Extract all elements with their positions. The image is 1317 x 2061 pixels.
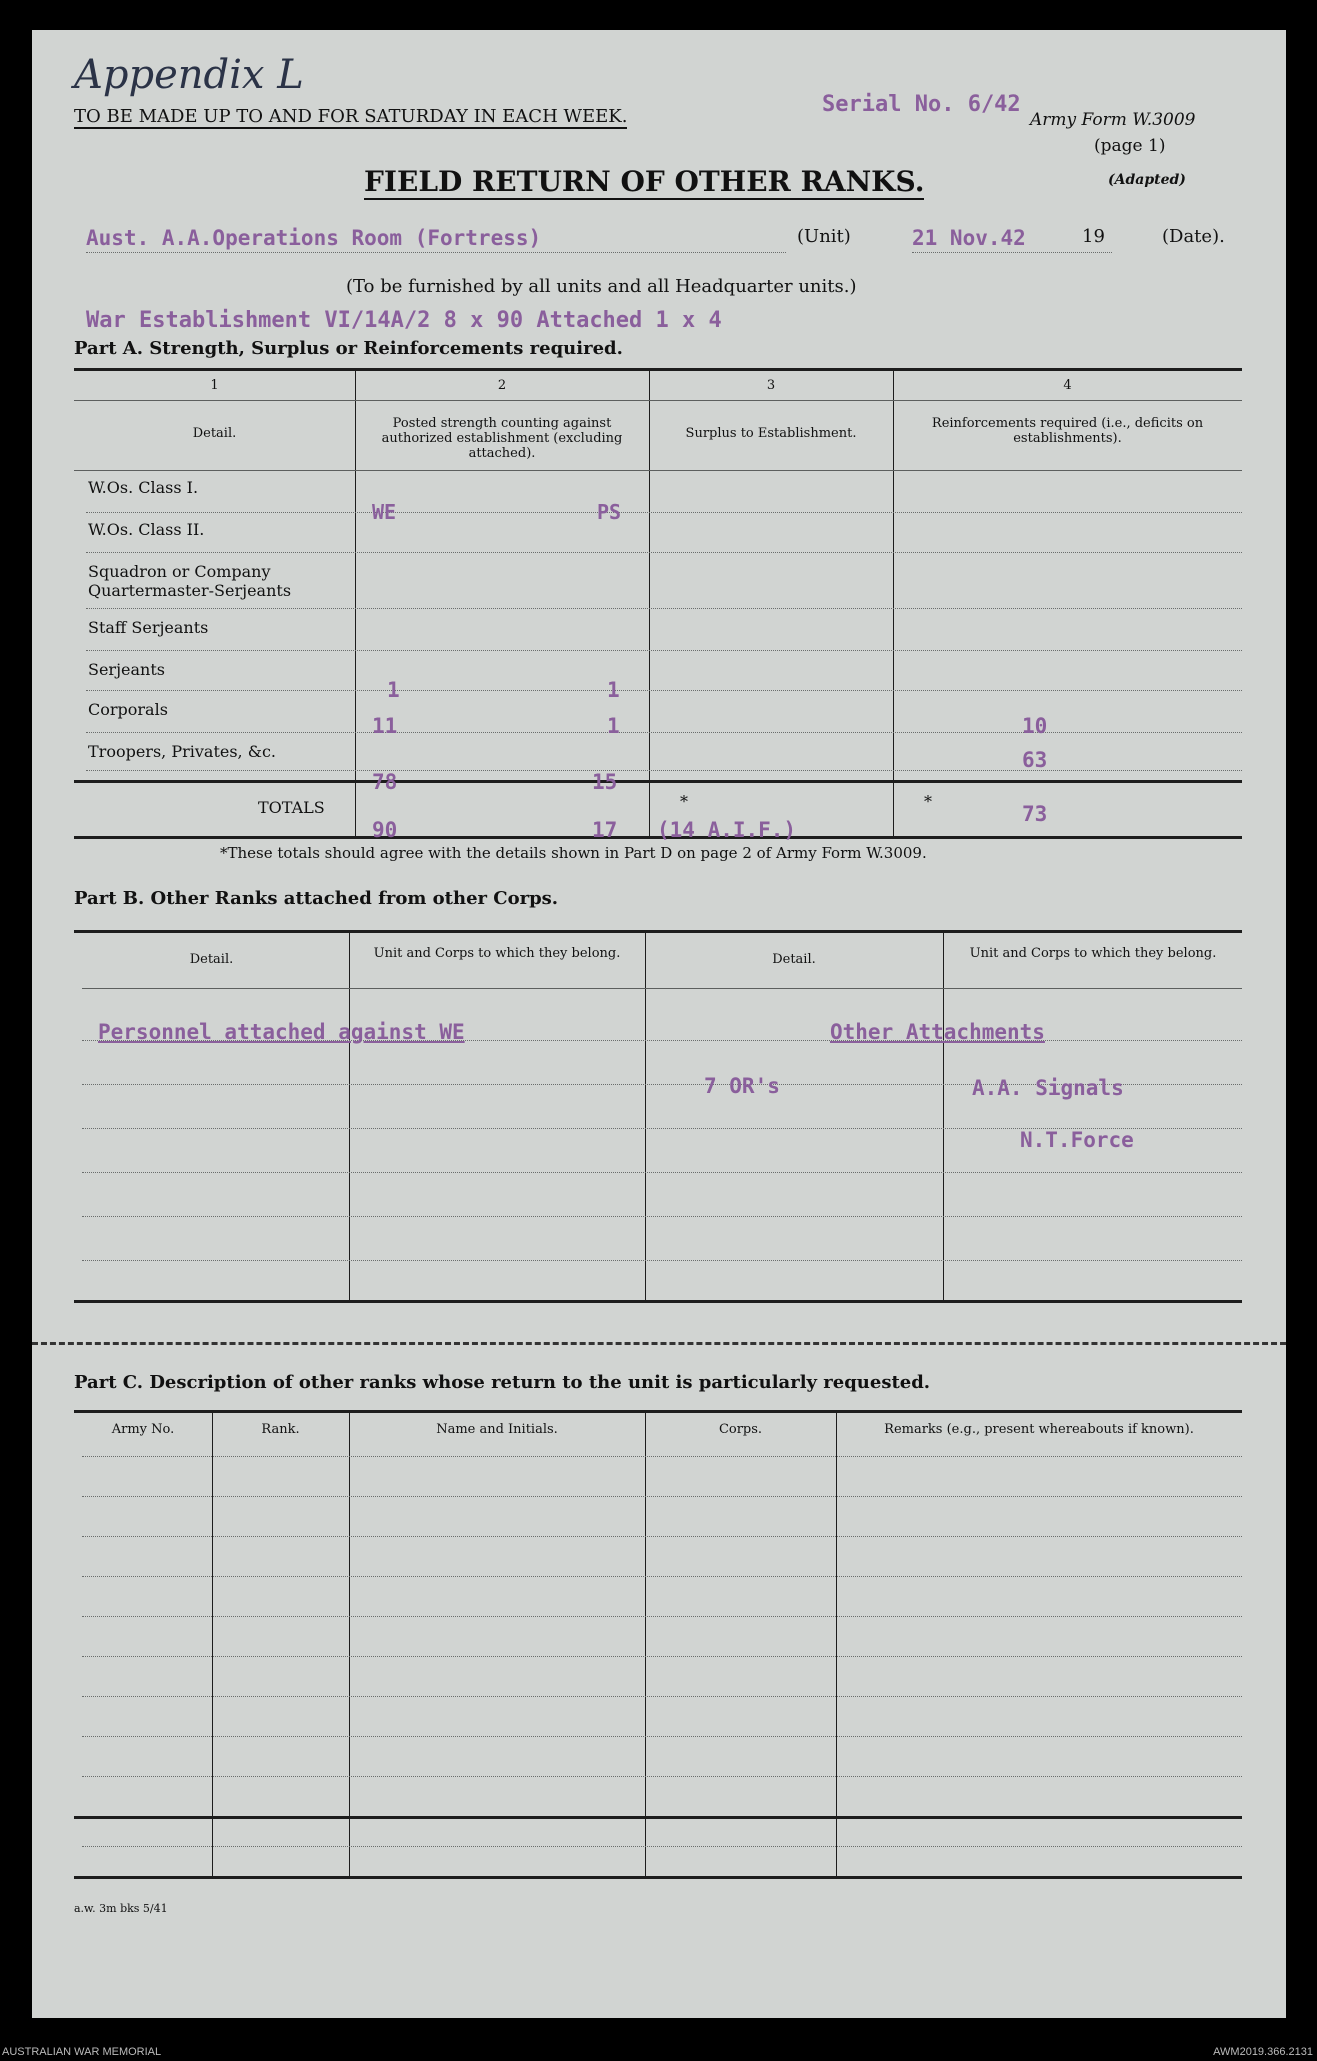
perforation-line — [32, 1342, 1286, 1345]
war-establishment: War Establishment VI/14A/2 8 x 90 Attached 1 x 4 — [86, 308, 722, 333]
header-reinforcements: Reinforcements required (i.e., deficits on establishments). — [931, 416, 1204, 446]
part-b-header-detail-right: Detail. — [772, 952, 816, 967]
ps-privates: 15 — [592, 770, 618, 794]
part-c-header-name: Name and Initials. — [436, 1422, 558, 1437]
totals-reinforcements: 73 — [1022, 802, 1048, 826]
col-number-3: 3 — [766, 378, 776, 393]
furnish-note: (To be furnished by all units and all Headquarter units.) — [346, 276, 857, 297]
col-number-2: 2 — [497, 378, 507, 393]
unit-label: (Unit) — [797, 226, 851, 247]
totals-label: TOTALS — [258, 798, 325, 817]
print-reference: a.w. 3m bks 5/41 — [74, 1902, 168, 1915]
we-corporals: 11 — [372, 714, 398, 738]
row-label-wo-class-1: W.Os. Class I. — [88, 478, 199, 497]
ps-corporals: 1 — [607, 714, 620, 738]
rein-corporals: 10 — [1022, 714, 1048, 738]
row-label-cqms: Squadron or Company Quartermaster-Serjeants — [88, 562, 292, 600]
date-value: 21 Nov.42 — [912, 226, 1026, 250]
row-label-privates: Troopers, Privates, &c. — [88, 742, 277, 761]
ps-wo-class-1: PS — [597, 500, 622, 524]
part-b-entry-right-heading: Other Attachments — [830, 1020, 1045, 1044]
we-wo-class-1: WE — [372, 500, 397, 524]
col-number-4: 4 — [1063, 378, 1072, 393]
unit-value: Aust. A.A.Operations Room (Fortress) — [86, 226, 542, 250]
part-b-header-detail-left: Detail. — [189, 952, 234, 967]
date-label: (Date). — [1162, 226, 1225, 247]
col-number-1: 1 — [210, 378, 219, 393]
part-b-entry-unit-1: A.A. Signals — [972, 1076, 1124, 1100]
header-detail: Detail. — [192, 426, 237, 441]
part-b-entry-detail: 7 OR's — [704, 1074, 780, 1098]
row-label-serjeants: Serjeants — [88, 660, 165, 679]
row-label-corporals: Corporals — [88, 700, 168, 719]
part-c-header-corps: Corps. — [718, 1422, 763, 1437]
totals-ps: 17 — [592, 818, 618, 842]
totals-we: 90 — [372, 818, 398, 842]
part-b-entry-unit-2: N.T.Force — [1020, 1128, 1134, 1152]
row-label-staff-serjeants: Staff Serjeants — [88, 618, 209, 637]
part-c-header-rank: Rank. — [261, 1422, 300, 1437]
form-reference: Army Form W.3009 — [1030, 110, 1196, 130]
footer-left: AUSTRALIAN WAR MEMORIAL — [2, 2046, 162, 2058]
part-b-header-unit-left: Unit and Corps to which they belong. — [373, 946, 621, 961]
rein-privates: 63 — [1022, 748, 1048, 772]
header-posted-strength: Posted strength counting against authorized establishment (excluding attached). — [381, 416, 623, 461]
totals-surplus: (14 A.I.F.) — [657, 818, 797, 842]
we-serjeants: 1 — [387, 678, 400, 702]
part-b-header-unit-right: Unit and Corps to which they belong. — [969, 946, 1217, 961]
document-page — [32, 30, 1286, 2018]
page-title: FIELD RETURN OF OTHER RANKS. — [364, 165, 925, 198]
handwritten-note: Appendix L — [74, 52, 304, 98]
totals-star-reinforcements: * — [924, 792, 932, 811]
part-c-header-army-no: Army No. — [111, 1422, 175, 1437]
instruction-text: TO BE MADE UP TO AND FOR SATURDAY IN EACH WEEK. — [74, 106, 628, 127]
part-a-footnote: *These totals should agree with the details shown in Part D on page 2 of Army Form W.3009. — [220, 844, 927, 862]
adapted-label: (Adapted) — [1108, 172, 1186, 188]
footer-right: AWM2019.366.2131 — [1213, 2046, 1313, 2058]
ps-serjeants: 1 — [607, 678, 620, 702]
date-year: 19 — [1082, 226, 1105, 247]
part-b-title: Part B. Other Ranks attached from other Corps. — [74, 888, 559, 909]
part-a-title: Part A. Strength, Surplus or Reinforcements required. — [74, 338, 623, 359]
page-reference: (page 1) — [1094, 136, 1166, 156]
header-surplus: Surplus to Establishment. — [685, 426, 857, 441]
row-label-wo-class-2: W.Os. Class II. — [88, 520, 205, 539]
part-b-entry-left: Personnel attached against WE — [98, 1020, 465, 1044]
serial-number: Serial No. 6/42 — [822, 92, 1021, 117]
part-c-title: Part C. Description of other ranks whose return to the unit is particularly requested. — [74, 1372, 931, 1393]
we-privates: 78 — [372, 770, 398, 794]
part-c-header-remarks: Remarks (e.g., present whereabouts if known). — [884, 1422, 1194, 1437]
totals-star-surplus: * — [680, 792, 688, 811]
